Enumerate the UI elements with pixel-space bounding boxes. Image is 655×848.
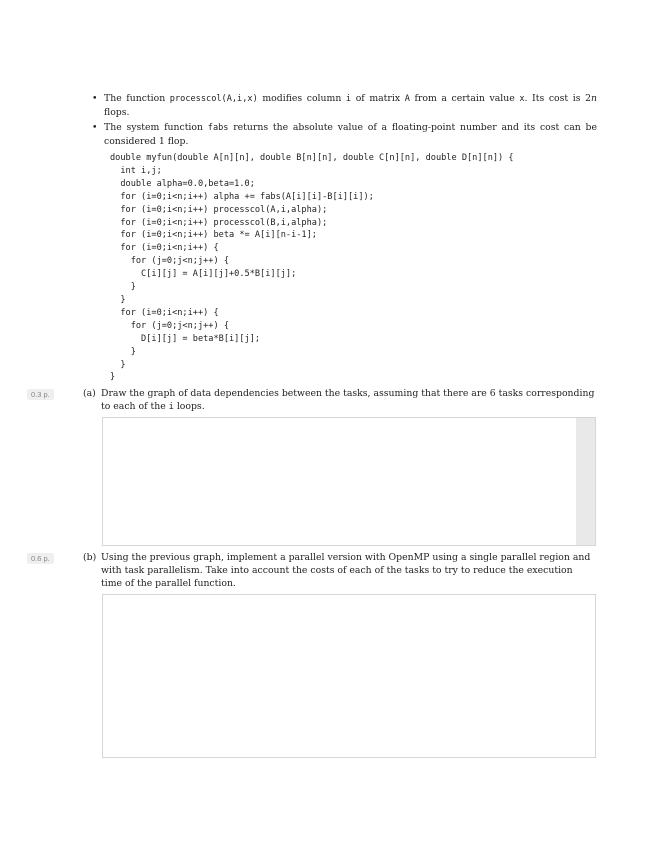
text-run: Using the previous graph, implement a parallel version with OpenMP using a single parallel region and with task parallelism. Take into account the costs of each of the tasks to try to reduce the execution time of the parallel function. <box>101 552 591 589</box>
scrollbar-track[interactable] <box>576 418 595 545</box>
text-run: The system function <box>104 122 208 133</box>
answer-box-a[interactable] <box>102 417 596 546</box>
code-line: for (i=0;i<n;i++) processcol(B,i,alpha); <box>110 217 328 228</box>
text-run: of matrix <box>351 93 405 104</box>
text-run: The function <box>104 93 170 104</box>
bullet-text <box>104 122 597 147</box>
points-badge-a: 0.3 p. <box>27 389 54 400</box>
bullet-processcol <box>92 92 597 119</box>
text-run: flops. <box>104 107 130 118</box>
code-line: } <box>110 359 126 370</box>
question-a-text <box>101 388 594 412</box>
code-line: for (j=0;j<n;j++) { <box>110 320 229 331</box>
text-run: Draw the graph of data dependencies between the tasks, assuming that there are 6 tasks corresponding to each of the <box>101 388 595 412</box>
code-line: for (i=0;i<n;i++) processcol(A,i,alpha); <box>110 204 328 215</box>
text-run: returns the absolute value of a floating-point number and its cost can be considered 1 flop. <box>104 122 597 147</box>
code-line: } <box>110 346 136 357</box>
inline-code: processcol(A,i,x) <box>169 94 258 104</box>
question-b-text <box>101 552 590 589</box>
bullet-text <box>104 93 597 118</box>
inline-code: i <box>168 402 174 412</box>
bullet-dot: • <box>92 93 98 104</box>
code-line: } <box>110 294 126 305</box>
code-line: for (i=0;i<n;i++) alpha += fabs(A[i][i]-B[i][i]); <box>110 191 374 202</box>
inline-code: x <box>519 94 525 104</box>
inline-code: fabs <box>207 123 229 133</box>
question-label-b: (b) <box>83 552 97 563</box>
code-line: int i,j; <box>110 165 162 176</box>
bullet-dot: • <box>92 122 98 133</box>
inline-code: i <box>345 94 352 104</box>
code-line: for (i=0;i<n;i++) { <box>110 243 219 254</box>
text-run: from a certain value <box>409 93 520 104</box>
code-listing <box>110 152 514 384</box>
text-run: . Its cost is 2 <box>524 93 591 104</box>
question-b <box>83 551 596 590</box>
code-line: C[i][j] = A[i][j]+0.5*B[i][j]; <box>110 269 297 280</box>
inline-code: A <box>404 94 410 104</box>
statement-bullets <box>92 92 597 150</box>
code-line: double myfun(double A[n][n], double B[n][n], double C[n][n], double D[n][n]) { <box>110 153 514 163</box>
code-line: double alpha=0.0,beta=1.0; <box>110 178 255 189</box>
text-run: modifies column <box>257 93 346 104</box>
code-line: D[i][j] = beta*B[i][j]; <box>110 333 261 344</box>
bullet-fabs <box>92 121 597 148</box>
question-a <box>83 387 596 414</box>
code-line: } <box>110 372 116 383</box>
answer-box-b[interactable] <box>102 594 596 758</box>
code-line: } <box>110 282 136 293</box>
question-label-a: (a) <box>83 388 96 399</box>
text-run: loops. <box>173 401 205 412</box>
code-line: for (i=0;i<n;i++) beta *= A[i][n-i-1]; <box>110 230 317 241</box>
points-badge-b: 0.6 p. <box>27 553 54 564</box>
text-run: n <box>590 93 597 104</box>
code-line: for (i=0;i<n;i++) { <box>110 307 219 318</box>
code-line: for (j=0;j<n;j++) { <box>110 256 229 267</box>
